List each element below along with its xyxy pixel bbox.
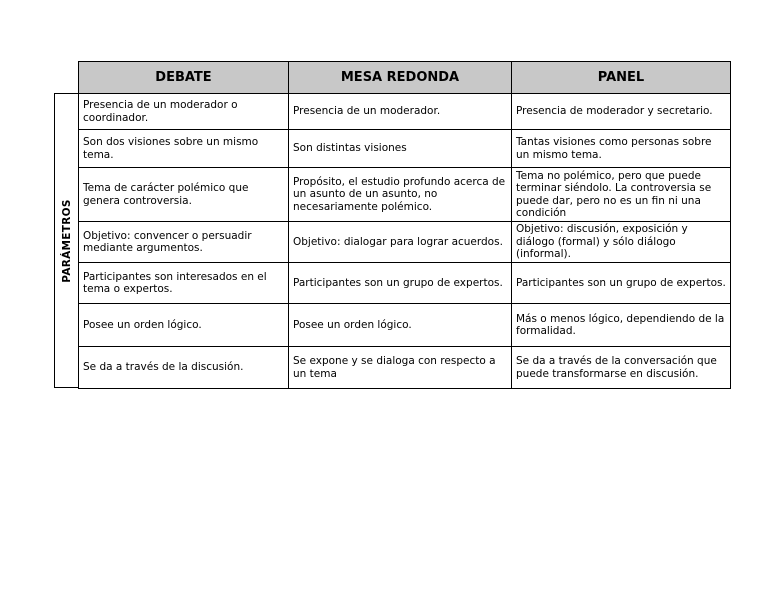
cell-mesa-redonda: Propósito, el estudio profundo acerca de un asunto de un asunto, no necesariamente polémico.: [289, 168, 512, 222]
cell-debate: Tema de carácter polémico que genera controversia.: [79, 168, 289, 222]
cell-mesa-redonda: Objetivo: dialogar para lograr acuerdos.: [289, 222, 512, 263]
cell-panel: Se da a través de la conversación que puede transformarse en discusión.: [512, 347, 731, 389]
cell-panel: Más o menos lógico, dependiendo de la formalidad.: [512, 304, 731, 347]
table-row: [79, 263, 731, 304]
cell-mesa-redonda: Participantes son un grupo de expertos.: [289, 263, 512, 304]
cell-panel: Objetivo: discusión, exposición y diálogo (formal) y sólo diálogo (informal).: [512, 222, 731, 263]
cell-debate: Objetivo: convencer o persuadir mediante argumentos.: [79, 222, 289, 263]
cell-panel: Presencia de moderador y secretario.: [512, 94, 731, 130]
table-row: [79, 130, 731, 168]
cell-debate: Posee un orden lógico.: [79, 304, 289, 347]
cell-mesa-redonda: Se expone y se dialoga con respecto a un tema: [289, 347, 512, 389]
header-mesa-redonda: MESA REDONDA: [289, 62, 512, 94]
cell-panel: Participantes son un grupo de expertos.: [512, 263, 731, 304]
table-row: [79, 304, 731, 347]
table-row: [79, 347, 731, 389]
header-debate: DEBATE: [79, 62, 289, 94]
parameters-side-label: [54, 93, 79, 388]
cell-mesa-redonda: Presencia de un moderador.: [289, 94, 512, 130]
table-row: [79, 168, 731, 222]
table-row: [79, 94, 731, 130]
cell-debate: Participantes son interesados en el tema o expertos.: [79, 263, 289, 304]
cell-panel: Tantas visiones como personas sobre un mismo tema.: [512, 130, 731, 168]
header-panel: PANEL: [512, 62, 731, 94]
cell-mesa-redonda: Posee un orden lógico.: [289, 304, 512, 347]
comparison-table: [78, 61, 731, 389]
cell-mesa-redonda: Son distintas visiones: [289, 130, 512, 168]
cell-debate: Son dos visiones sobre un mismo tema.: [79, 130, 289, 168]
cell-panel: Tema no polémico, pero que puede terminar siéndolo. La controversia se puede dar, pero no es un fin ni una condición: [512, 168, 731, 222]
table-row: [79, 222, 731, 263]
parameters-label-text: PARÁMETROS: [61, 198, 73, 283]
table-header-row: [79, 62, 731, 94]
cell-debate: Presencia de un moderador o coordinador.: [79, 94, 289, 130]
cell-debate: Se da a través de la discusión.: [79, 347, 289, 389]
